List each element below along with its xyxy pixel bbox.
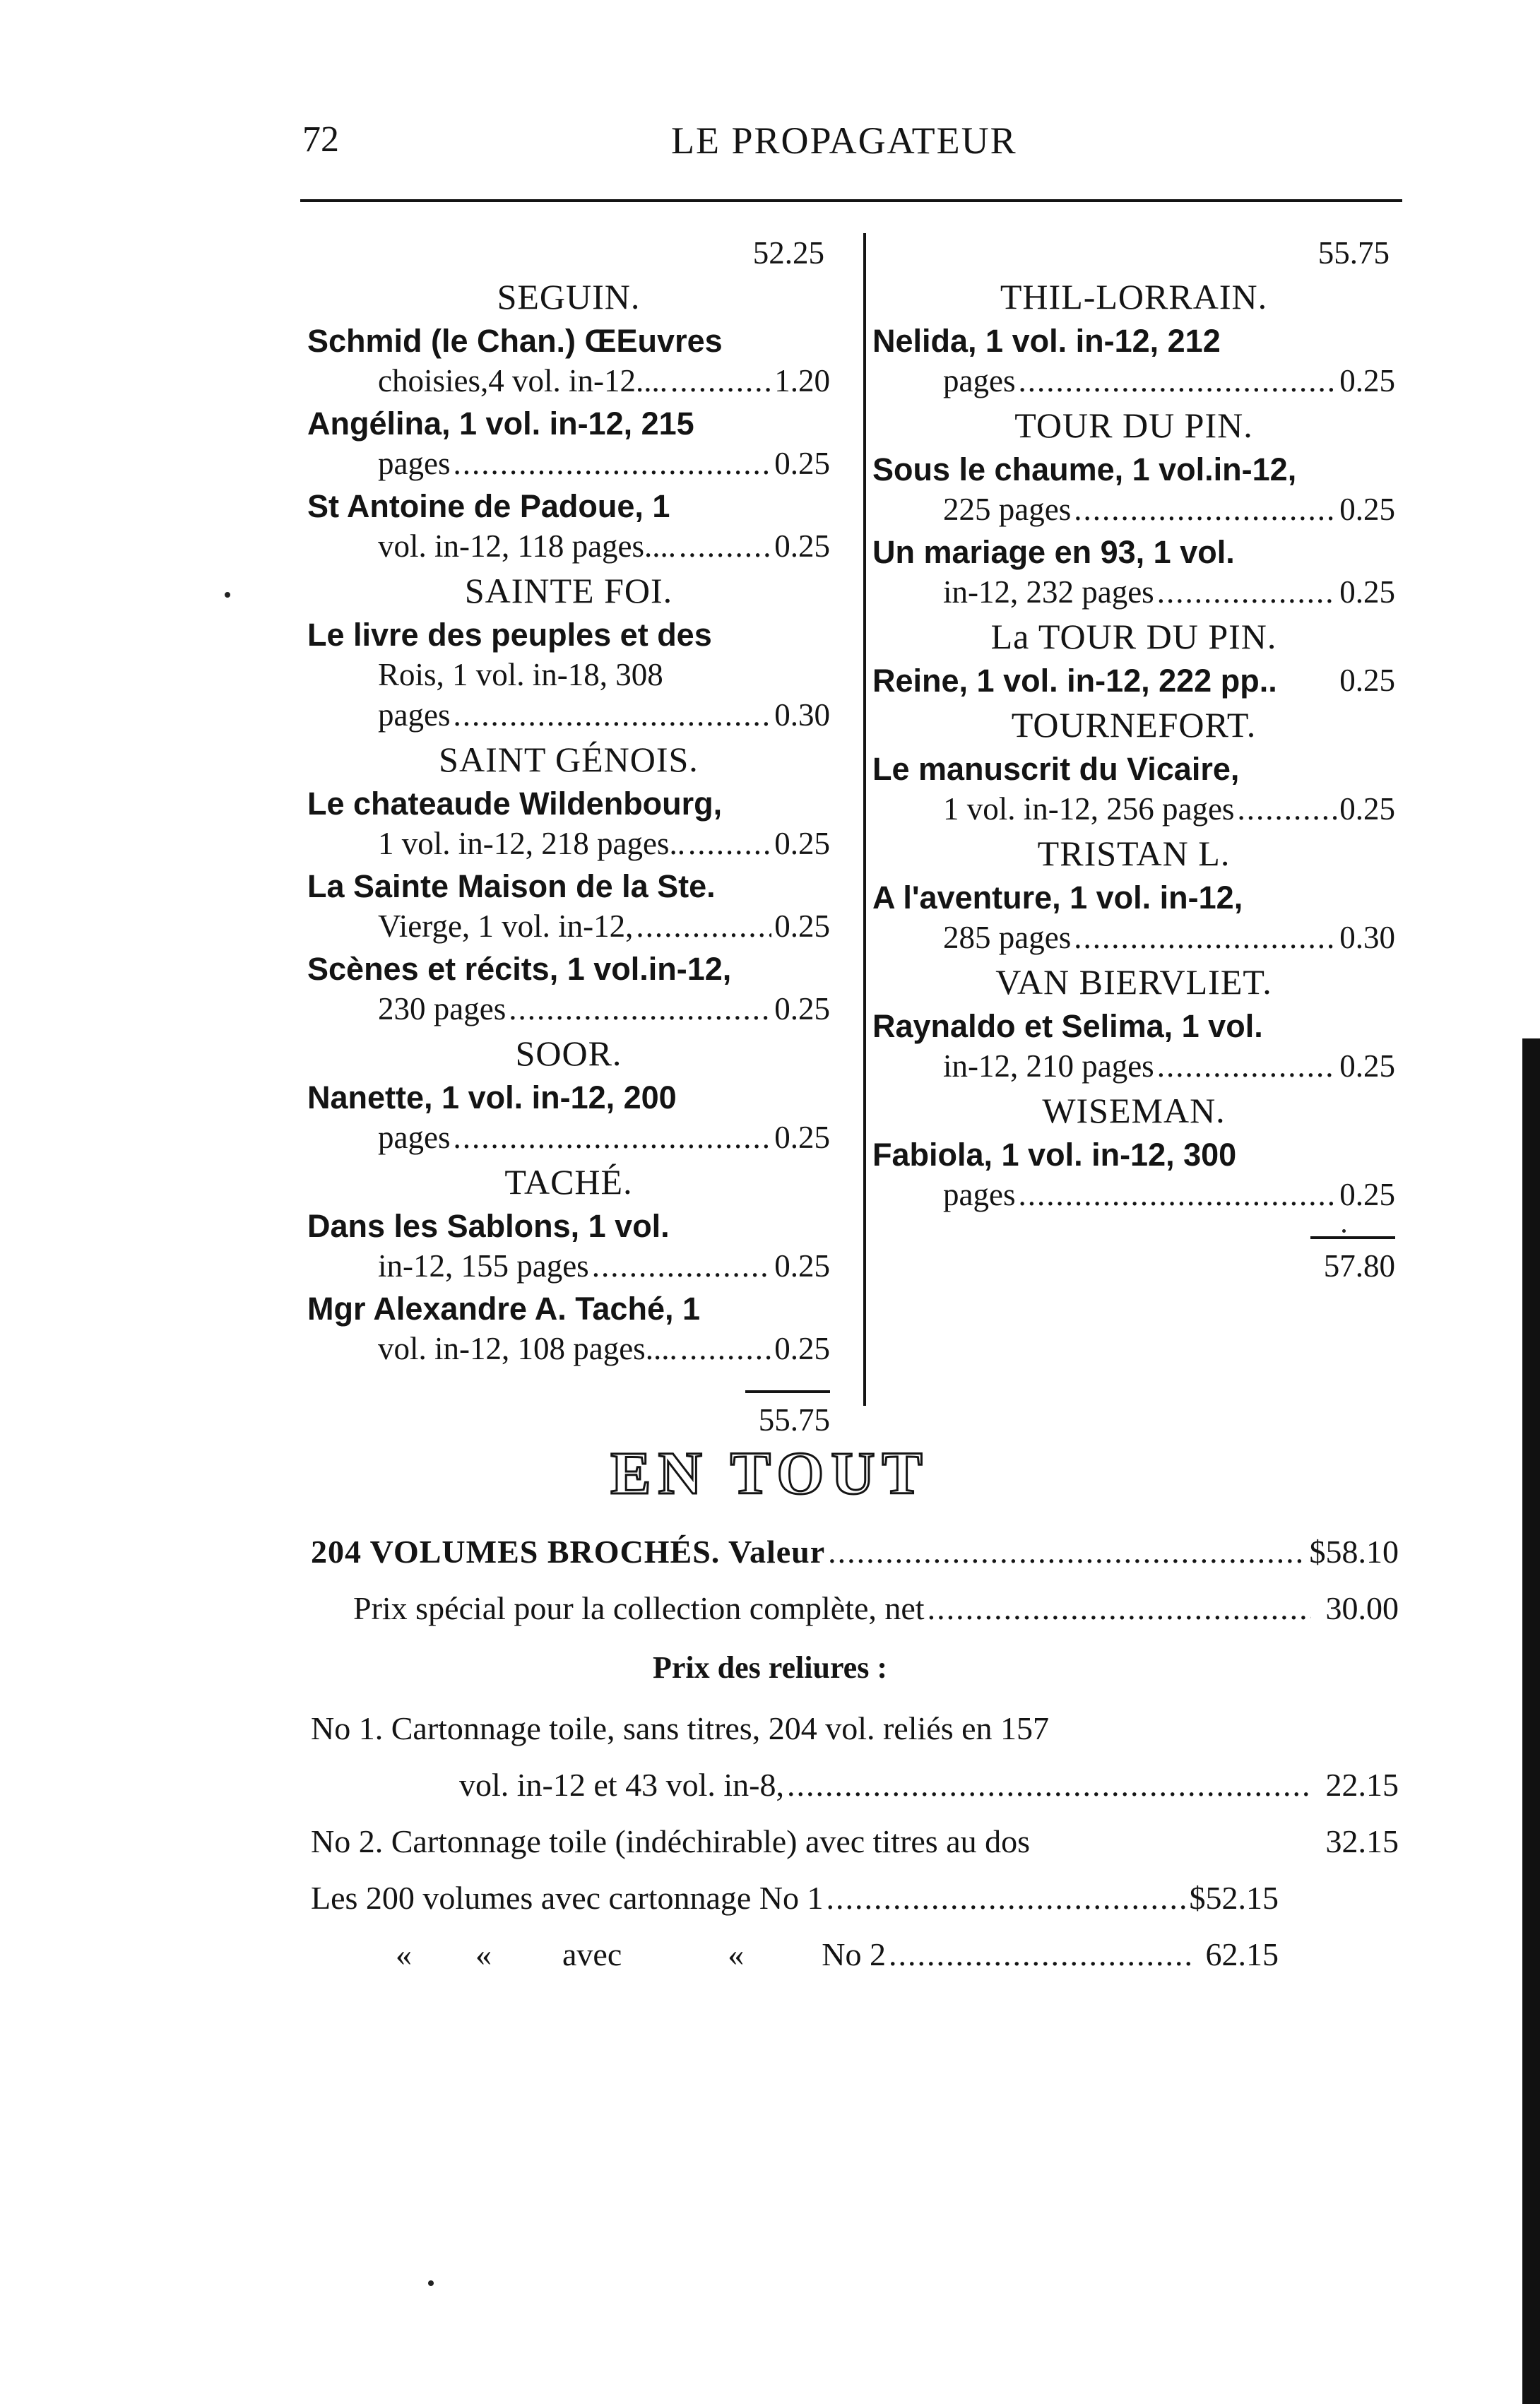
entry-price: 0.25 xyxy=(1339,791,1395,827)
entry-title: St Antoine de Padoue, 1 xyxy=(307,488,670,524)
catalog-entry xyxy=(872,1006,1395,1086)
volumes-value: $58.10 xyxy=(1309,1534,1399,1570)
column-total: 57.80 xyxy=(1323,1248,1395,1284)
subtotal-rule xyxy=(745,1390,830,1393)
entry-price: 1.20 xyxy=(774,363,830,398)
entry-price: 0.25 xyxy=(1339,1177,1395,1212)
catalog-entry xyxy=(872,321,1395,401)
entry-price: 0.25 xyxy=(774,826,830,861)
leader-dots xyxy=(453,695,771,735)
entry-title: Nelida, 1 vol. in-12, 212 xyxy=(872,323,1221,359)
leader-dots xyxy=(1074,490,1337,530)
entry-title: Dans les Sablons, 1 vol. xyxy=(307,1208,670,1244)
entry-first-line xyxy=(872,532,1395,572)
catalog-entry xyxy=(307,321,830,401)
catalog-entry xyxy=(307,783,830,864)
entry-detail: pages xyxy=(378,446,451,481)
entry-detail-line xyxy=(872,789,1395,829)
entry-first-line xyxy=(307,1289,830,1329)
entry-title: Le livre des peuples et des xyxy=(307,617,712,653)
leader-dots xyxy=(453,1118,771,1158)
catalog-entry xyxy=(307,615,830,735)
running-title: LE PROPAGATEUR xyxy=(671,119,1017,162)
entry-detail: pages xyxy=(943,363,1016,398)
entry-title: La Sainte Maison de la Ste. xyxy=(307,868,716,904)
entry-detail: pages xyxy=(378,1120,451,1155)
entry-first-line xyxy=(307,949,830,989)
leader-dots xyxy=(636,906,771,947)
leader-dots xyxy=(592,1246,772,1286)
entry-title: Angélina, 1 vol. in-12, 215 xyxy=(307,405,694,442)
catalog-entry xyxy=(307,403,830,484)
entry-first-line xyxy=(872,449,1395,490)
entry-price: 0.25 xyxy=(1339,663,1395,698)
leader-dots xyxy=(1157,572,1337,612)
leader-dots xyxy=(670,361,771,401)
entry-first-line xyxy=(307,1206,830,1246)
entry-detail: 285 pages xyxy=(943,920,1072,955)
page-number: 72 xyxy=(302,119,339,160)
ink-speck xyxy=(225,592,230,598)
entry-price: 0.30 xyxy=(1339,920,1395,955)
entry-detail-line xyxy=(872,490,1395,530)
binding-no2-row xyxy=(311,1823,1399,1860)
entry-detail: in-12, 210 pages xyxy=(943,1048,1154,1084)
entry-detail: choisies,4 vol. in-12.... xyxy=(378,363,668,398)
leader-dots xyxy=(827,1879,1187,1917)
entry-title: Le manuscrit du Vicaire, xyxy=(872,751,1240,787)
entry-price: 0.25 xyxy=(774,528,830,564)
author-heading: SAINT GÉNOIS. xyxy=(439,740,699,779)
entry-first-line xyxy=(307,486,830,526)
entry-first-line xyxy=(872,321,1395,361)
with-no2-value: 62.15 xyxy=(1205,1936,1279,1972)
catalog-entry xyxy=(307,1077,830,1158)
entry-detail-line xyxy=(872,1175,1395,1215)
entry-detail: 1 vol. in-12, 256 pages xyxy=(943,791,1235,827)
catalog-entry xyxy=(307,1289,830,1369)
entry-first-line xyxy=(872,1135,1395,1175)
entry-title: A l'aventure, 1 vol. in-12, xyxy=(872,880,1243,916)
entry-detail: pages xyxy=(943,1177,1016,1212)
leader-dots xyxy=(680,1329,772,1369)
entry-price: 0.25 xyxy=(1339,363,1395,398)
entry-detail-line xyxy=(307,361,830,401)
leader-dots xyxy=(1018,1175,1337,1215)
ditto-mark: « xyxy=(396,1936,412,1972)
catalog-entry xyxy=(872,877,1395,958)
bindings-title: Prix des reliures : xyxy=(653,1650,887,1685)
entry-detail: in-12, 155 pages xyxy=(378,1248,589,1284)
entry-first-line xyxy=(307,321,830,361)
entry-detail-line xyxy=(872,572,1395,612)
catalog-entry xyxy=(872,749,1395,829)
entry-price: 0.30 xyxy=(774,697,830,733)
entry-detail: in-12, 232 pages xyxy=(943,574,1154,610)
binding-no1-line2: vol. in-12 et 43 vol. in-8, xyxy=(459,1767,784,1803)
entry-detail-line xyxy=(872,1046,1395,1086)
entry-price: 0.25 xyxy=(1339,574,1395,610)
entry-detail-line xyxy=(307,1246,830,1286)
author-heading: SAINTE FOI. xyxy=(464,571,673,610)
entry-detail: 225 pages xyxy=(943,492,1072,527)
entry-first-line xyxy=(872,1006,1395,1046)
entry-first-line xyxy=(307,866,830,906)
entry-first-line xyxy=(307,615,830,655)
entry-first-line xyxy=(307,1077,830,1118)
leader-dots xyxy=(928,1589,1311,1627)
binding-no1-value: 22.15 xyxy=(1325,1767,1399,1803)
entry-price: 0.25 xyxy=(774,1331,830,1366)
ditto-mark: « xyxy=(475,1936,492,1972)
author-heading: SOOR. xyxy=(515,1034,622,1073)
entry-detail-line xyxy=(872,361,1395,401)
entry-title: Schmid (le Chan.) ŒEuvres xyxy=(307,323,723,359)
volumes-row xyxy=(311,1533,1399,1570)
ditto-mark: « xyxy=(728,1936,745,1972)
leader-dots xyxy=(828,1533,1306,1570)
leader-dots xyxy=(889,1936,1191,1973)
entry-title: Sous le chaume, 1 vol.in-12, xyxy=(872,451,1297,487)
leader-dots xyxy=(453,444,771,484)
author-heading: THIL-LORRAIN. xyxy=(1000,277,1268,316)
catalog-entry xyxy=(307,1206,830,1286)
with-no2-label: No 2 xyxy=(822,1936,886,1972)
with-no1-label: Les 200 volumes avec cartonnage No 1 xyxy=(311,1880,824,1916)
special-label: Prix spécial pour la collection complète, net xyxy=(353,1590,925,1626)
special-price-row xyxy=(353,1589,1399,1627)
entry-detail-line xyxy=(307,444,830,484)
entry-detail-line xyxy=(307,906,830,947)
entry-detail-line xyxy=(872,918,1395,958)
entry-detail: 230 pages xyxy=(378,991,507,1026)
with-no2-avec: avec xyxy=(562,1936,622,1972)
author-heading: La TOUR DU PIN. xyxy=(990,617,1277,656)
binding-no1-row xyxy=(459,1766,1399,1804)
page-edge-shadow xyxy=(1522,1038,1540,2404)
author-heading: WISEMAN. xyxy=(1042,1091,1226,1130)
leader-dots xyxy=(679,526,771,567)
entry-detail: vol. in-12, 118 pages.... xyxy=(378,528,677,564)
catalog-entry xyxy=(307,949,830,1029)
with-no2-row xyxy=(396,1936,1279,1973)
entry-title: Raynaldo et Selima, 1 vol. xyxy=(872,1008,1263,1044)
entry-title: Mgr Alexandre A. Taché, 1 xyxy=(307,1291,700,1327)
leader-dots xyxy=(688,824,771,864)
leader-dots xyxy=(1018,361,1337,401)
with-no1-row xyxy=(311,1879,1279,1917)
entry-detail-line xyxy=(307,989,830,1029)
entry-title: Nanette, 1 vol. in-12, 200 xyxy=(307,1079,677,1115)
entry-title: Fabiola, 1 vol. in-12, 300 xyxy=(872,1137,1237,1173)
catalog-entry xyxy=(872,449,1395,530)
entry-price: 0.25 xyxy=(1339,492,1395,527)
top-rule xyxy=(300,199,1402,202)
entry-detail-line xyxy=(307,526,830,567)
author-heading: VAN BIERVLIET. xyxy=(995,962,1272,1002)
author-heading: TOUR DU PIN. xyxy=(1014,405,1253,445)
volumes-label: 204 VOLUMES BROCHÉS. Valeur xyxy=(311,1534,826,1570)
with-no1-value: $52.15 xyxy=(1189,1880,1279,1916)
entry-detail-line xyxy=(307,824,830,864)
column-divider xyxy=(863,233,866,1406)
entry-first-line xyxy=(307,783,830,824)
entry-detail: vol. in-12, 108 pages.... xyxy=(378,1331,677,1366)
author-heading: TACHÉ. xyxy=(504,1162,633,1202)
catalog-entry xyxy=(307,486,830,567)
author-heading: TRISTAN L. xyxy=(1037,834,1231,873)
binding-no1-line1: No 1. Cartonnage toile, sans titres, 204 vol. reliés en 157 xyxy=(311,1710,1050,1746)
carry-forward: 55.75 xyxy=(1317,235,1390,271)
leader-dots xyxy=(787,1766,1311,1804)
entry-price: 0.25 xyxy=(774,908,830,944)
entry-detail: pages xyxy=(378,697,451,733)
entry-detail: 1 vol. in-12, 218 pages.. xyxy=(378,826,685,861)
entry-detail: Vierge, 1 vol. in-12, xyxy=(378,908,634,944)
special-value: 30.00 xyxy=(1325,1590,1399,1626)
ink-speck xyxy=(1342,1229,1346,1233)
column-total: 55.75 xyxy=(758,1402,830,1438)
entry-detail: Rois, 1 vol. in-18, 308 xyxy=(378,657,663,692)
entry-first-line xyxy=(307,403,830,444)
entry-first-line xyxy=(872,661,1395,701)
leader-dots xyxy=(1074,918,1337,958)
entry-price: 0.25 xyxy=(774,1120,830,1155)
entry-price: 0.25 xyxy=(1339,1048,1395,1084)
entry-middle-line xyxy=(307,655,830,695)
entry-detail-line xyxy=(307,1329,830,1369)
right-column xyxy=(872,233,1395,1286)
binding-no2-label: No 2. Cartonnage toile (indéchirable) avec titres au dos xyxy=(311,1823,1031,1859)
catalog-entry xyxy=(872,661,1395,701)
author-heading: TOURNEFORT. xyxy=(1011,705,1257,745)
left-column xyxy=(307,233,830,1440)
catalog-entry xyxy=(872,1135,1395,1215)
entry-title: Reine, 1 vol. in-12, 222 pp.. xyxy=(872,663,1277,699)
author-heading: SEGUIN. xyxy=(497,277,641,316)
subtotal-rule xyxy=(1310,1236,1395,1239)
catalog-entry xyxy=(872,532,1395,612)
entry-price: 0.25 xyxy=(774,446,830,481)
binding-no2-value: 32.15 xyxy=(1325,1823,1399,1859)
entry-detail-line xyxy=(307,695,830,735)
entry-price: 0.25 xyxy=(774,1248,830,1284)
carry-forward: 52.25 xyxy=(752,235,824,271)
entry-first-line xyxy=(872,749,1395,789)
ink-speck xyxy=(428,2280,434,2286)
leader-dots xyxy=(1157,1046,1337,1086)
entry-first-line xyxy=(872,877,1395,918)
leader-dots xyxy=(509,989,771,1029)
summary-heading: EN TOUT xyxy=(610,1439,930,1507)
entry-title: Le chateaude Wildenbourg, xyxy=(307,786,723,822)
entry-title: Scènes et récits, 1 vol.in-12, xyxy=(307,951,732,987)
catalog-entry xyxy=(307,866,830,947)
entry-detail-line xyxy=(307,1118,830,1158)
entry-title: Un mariage en 93, 1 vol. xyxy=(872,534,1235,570)
leader-dots xyxy=(1237,789,1337,829)
entry-price: 0.25 xyxy=(774,991,830,1026)
